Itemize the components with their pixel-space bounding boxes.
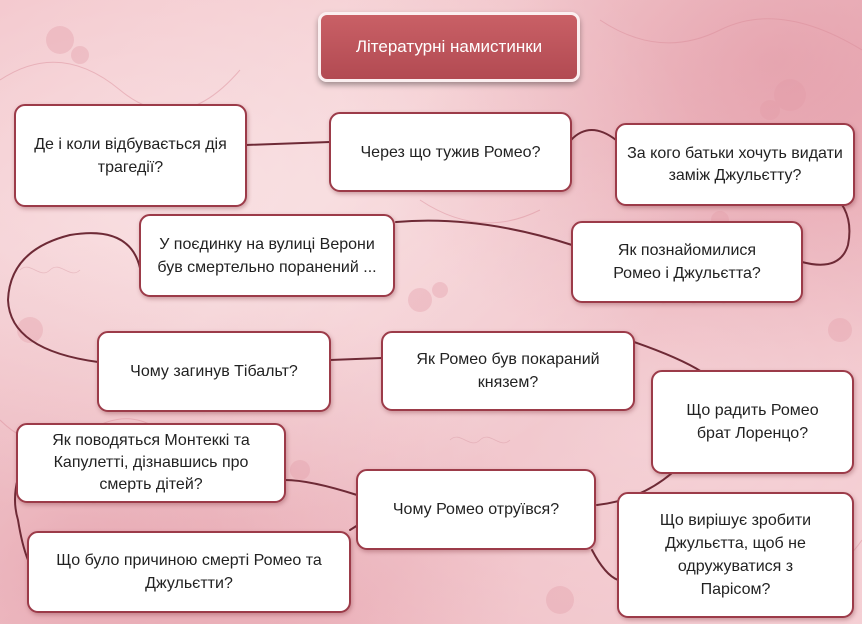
node-text: Що було причиною смерті Ромео та Джульєтти? (56, 552, 322, 592)
node-text: Чому Ромео отруївся? (392, 501, 560, 518)
connector-tybalt-punished (330, 358, 382, 360)
node-lorenzo-advice (651, 370, 854, 474)
node-poisoned (356, 469, 596, 550)
node-death-cause (27, 531, 351, 613)
node-text: За кого батьки хочуть видати заміж Джульєтту? (627, 144, 843, 184)
node-tybalt-death (97, 331, 331, 412)
node-where-when (14, 104, 247, 207)
connector-poisoned-families (285, 480, 357, 495)
node-text: Де і коли відбувається дія трагедії? (34, 135, 227, 176)
node-text: Що радить Ромео брат Лоренцо? (686, 402, 819, 442)
diagram-title (318, 12, 580, 82)
node-text: Як поводяться Монтеккі та Капулетті, дізнавшись про смерть дітей? (52, 432, 250, 493)
connector-grief-marry (571, 130, 616, 140)
node-how-met (571, 221, 803, 303)
node-juliet-decides (617, 492, 854, 618)
node-marry-juliet (615, 123, 855, 206)
node-punished (381, 331, 635, 411)
node-duel-wounded (139, 214, 395, 297)
node-families-react (16, 423, 286, 503)
connector-punished-lorenzo (634, 342, 702, 372)
connector-where-grief (246, 142, 330, 145)
node-romeo-grief (329, 112, 572, 192)
connector-met-duel (396, 221, 572, 245)
node-text: Чому загинув Тібальт? (130, 363, 298, 380)
connector-poisoned-juliet (592, 550, 618, 580)
diagram-title-text: Літературні намистинки (355, 37, 543, 56)
node-text: Через що тужив Ромео? (360, 143, 541, 161)
node-text: У поєдинку на вулиці Верони був смертельно поранений ... (157, 235, 377, 276)
node-text: Як Ромео був покараний князем? (416, 351, 600, 391)
node-text: Як познайомилися Ромео і Джульєтта? (613, 242, 761, 282)
node-text: Що вирішує зробити Джульєтта, щоб не одружуватися з Парісом? (659, 512, 812, 598)
